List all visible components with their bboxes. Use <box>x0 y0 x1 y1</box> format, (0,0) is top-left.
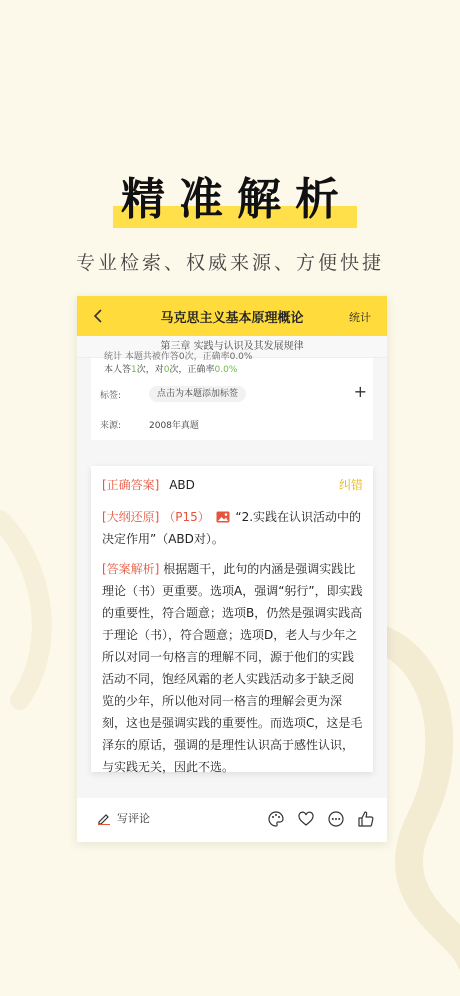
pen-icon <box>97 811 111 825</box>
outline-page: （P15） <box>163 510 210 524</box>
analysis-label: [答案解析] <box>102 562 160 576</box>
more-icon[interactable] <box>327 810 345 828</box>
stats-mid1: 次，对 <box>136 365 164 375</box>
outline-label: [大纲还原] <box>102 510 160 524</box>
source-value: 2008年真题 <box>149 421 199 431</box>
hero-title-text: 精准解析 <box>121 174 353 225</box>
outline-paragraph <box>102 506 363 550</box>
heart-icon[interactable] <box>297 810 315 828</box>
correct-answer-value: ABD <box>169 478 195 492</box>
outline-text: “2.实践在认识活动中的决定作用”（ABD对）。 <box>102 510 362 546</box>
back-button[interactable] <box>87 304 109 328</box>
chapter-title: 第三章 实践与认识及其发展规律 <box>77 336 387 358</box>
question-info-card <box>91 352 373 440</box>
answer-card <box>91 466 373 772</box>
stats-rate: 0.0% <box>214 365 238 375</box>
image-icon[interactable] <box>216 511 230 523</box>
hero-subtitle: 专业检索、权威来源、方便快捷 <box>75 252 384 274</box>
write-comment-label: 写评论 <box>117 812 150 825</box>
nav-bar <box>77 296 387 336</box>
add-tag-chip[interactable]: 点击为本题添加标签 <box>149 386 246 402</box>
add-tag-button[interactable]: + <box>353 382 367 401</box>
personal-stats <box>104 364 237 376</box>
toolbar-icons <box>267 810 375 828</box>
stats-mid2: 次，正确率 <box>169 365 215 375</box>
tags-label: 标签: <box>100 391 122 401</box>
analysis-paragraph <box>102 558 363 778</box>
answer-row <box>102 476 363 494</box>
stats-correct: 0 <box>163 365 170 375</box>
stats-answered: 1 <box>131 365 137 375</box>
hero-title <box>107 170 353 230</box>
nav-title: 马克思主义基本原理概论 <box>160 310 304 326</box>
stats-prefix: 本人答 <box>104 365 132 375</box>
palette-icon[interactable] <box>267 810 285 828</box>
bottom-toolbar <box>77 798 387 842</box>
app-screen <box>77 296 387 842</box>
thumbs-up-icon[interactable] <box>357 810 375 828</box>
chevron-left-icon <box>93 308 103 324</box>
analysis-text: 根据题干，此句的内涵是强调实践比理论（书）更重要。选项A，强调“躬行”，即实践的重要性，符合题意；选项B，仍然是强调实践高于理论（书），符合题意；选项D，老人与少年之所以对同一句格言的理解不同，源于他们的实践活动不同，饱经风霜的老人实践活动多于缺乏阅览的少年，所以他对同一格言的理解会更为深刻，这也是强调实践的重要性。而选项C，这是毛泽东的原话，强调的是理性认识高于感性认识，与实践无关，因此不选。 <box>102 562 363 774</box>
report-error-button[interactable]: 纠错 <box>338 478 363 492</box>
write-comment-button[interactable] <box>97 810 150 826</box>
hero-section <box>0 170 460 275</box>
statistics-button[interactable]: 统计 <box>349 311 371 324</box>
source-label: 来源: <box>100 421 122 431</box>
stats-line-cut: 统计 本题共被作答0次，正确率0.0% <box>104 352 253 362</box>
correct-answer-label: [正确答案] <box>102 478 160 492</box>
